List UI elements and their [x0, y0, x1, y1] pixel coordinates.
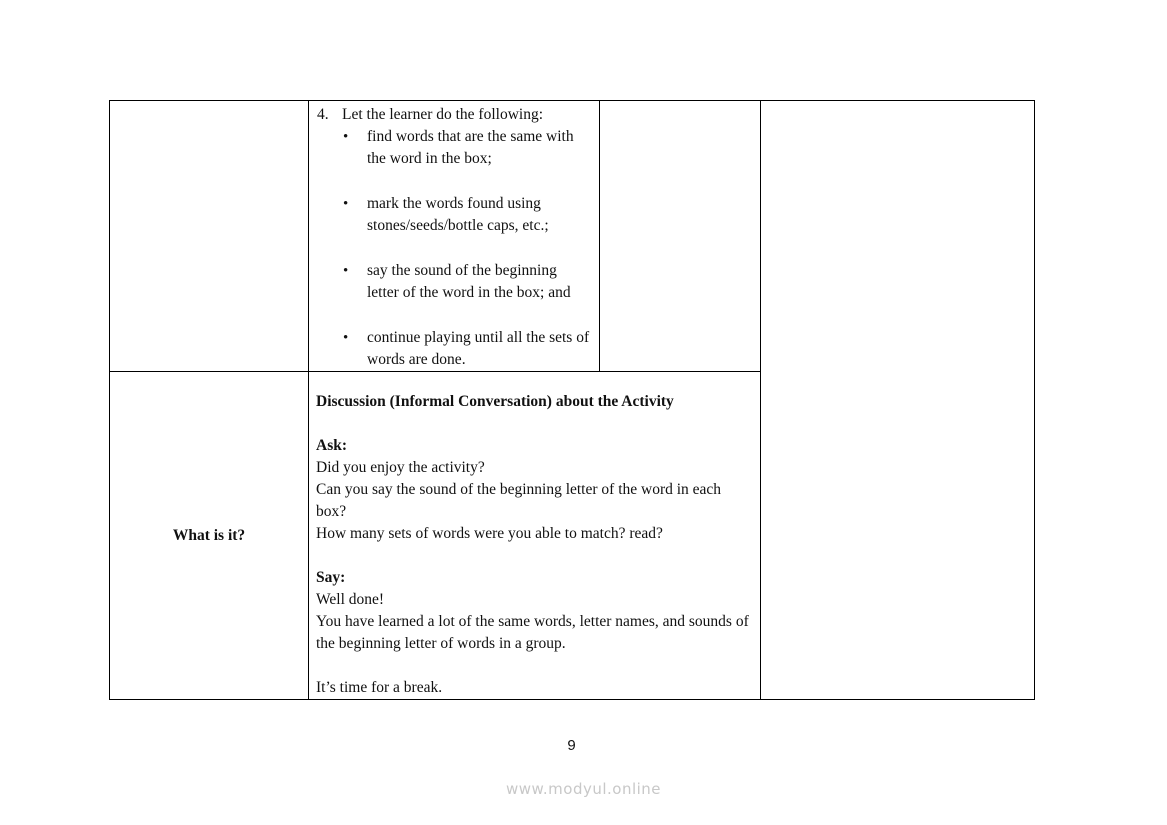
ask-label: Ask:: [316, 437, 348, 454]
say-line: Well done!: [316, 591, 385, 608]
say-line: You have learned a lot of the same words, letter names, and sounds of the beginning letter of words in a group.: [316, 613, 749, 652]
stage-label: What is it?: [172, 526, 246, 544]
page-number: 9: [567, 737, 576, 754]
bullet-list: [317, 126, 591, 371]
list-item-text: find words that are the same with the word in the box;: [367, 128, 574, 167]
list-item: [317, 327, 591, 371]
step-item: [317, 104, 591, 126]
materials-cell-empty: [600, 101, 761, 372]
list-item: [317, 126, 591, 170]
list-item-text: mark the words found using stones/seeds/bottle caps, etc.;: [367, 195, 549, 234]
discussion-title: Discussion (Informal Conversation) about the Activity: [316, 393, 674, 410]
spacer: [316, 655, 754, 677]
ask-line: Did you enjoy the activity?: [316, 459, 485, 476]
stage-cell: [110, 372, 309, 700]
ask-line: Can you say the sound of the beginning letter of the word in each box?: [316, 481, 722, 520]
list-item: [317, 260, 591, 304]
bullet-icon: •: [343, 129, 349, 145]
bullet-icon: •: [343, 330, 349, 346]
bullet-icon: •: [343, 263, 349, 279]
ask-line: How many sets of words were you able to match? read?: [316, 525, 663, 542]
lesson-plan-table: [109, 100, 1035, 700]
list-item-text: say the sound of the beginning letter of the word in the box; and: [367, 262, 571, 301]
closing-line: It’s time for a break.: [316, 679, 443, 696]
watermark: www.modyul.online: [505, 780, 662, 798]
say-label: Say:: [316, 569, 346, 586]
remarks-cell-empty: [761, 101, 1035, 700]
table-row: [110, 101, 1035, 372]
discussion-cell: [309, 372, 761, 700]
spacer: [316, 413, 754, 435]
list-item: [317, 193, 591, 237]
stage-cell-empty: [110, 101, 309, 372]
step-number: 4.: [317, 106, 329, 123]
procedure-cell: [309, 101, 600, 372]
bullet-icon: •: [343, 196, 349, 212]
spacer: [316, 545, 754, 567]
list-item-text: continue playing until all the sets of words are done.: [367, 329, 590, 368]
step-heading: Let the learner do the following:: [342, 106, 544, 123]
